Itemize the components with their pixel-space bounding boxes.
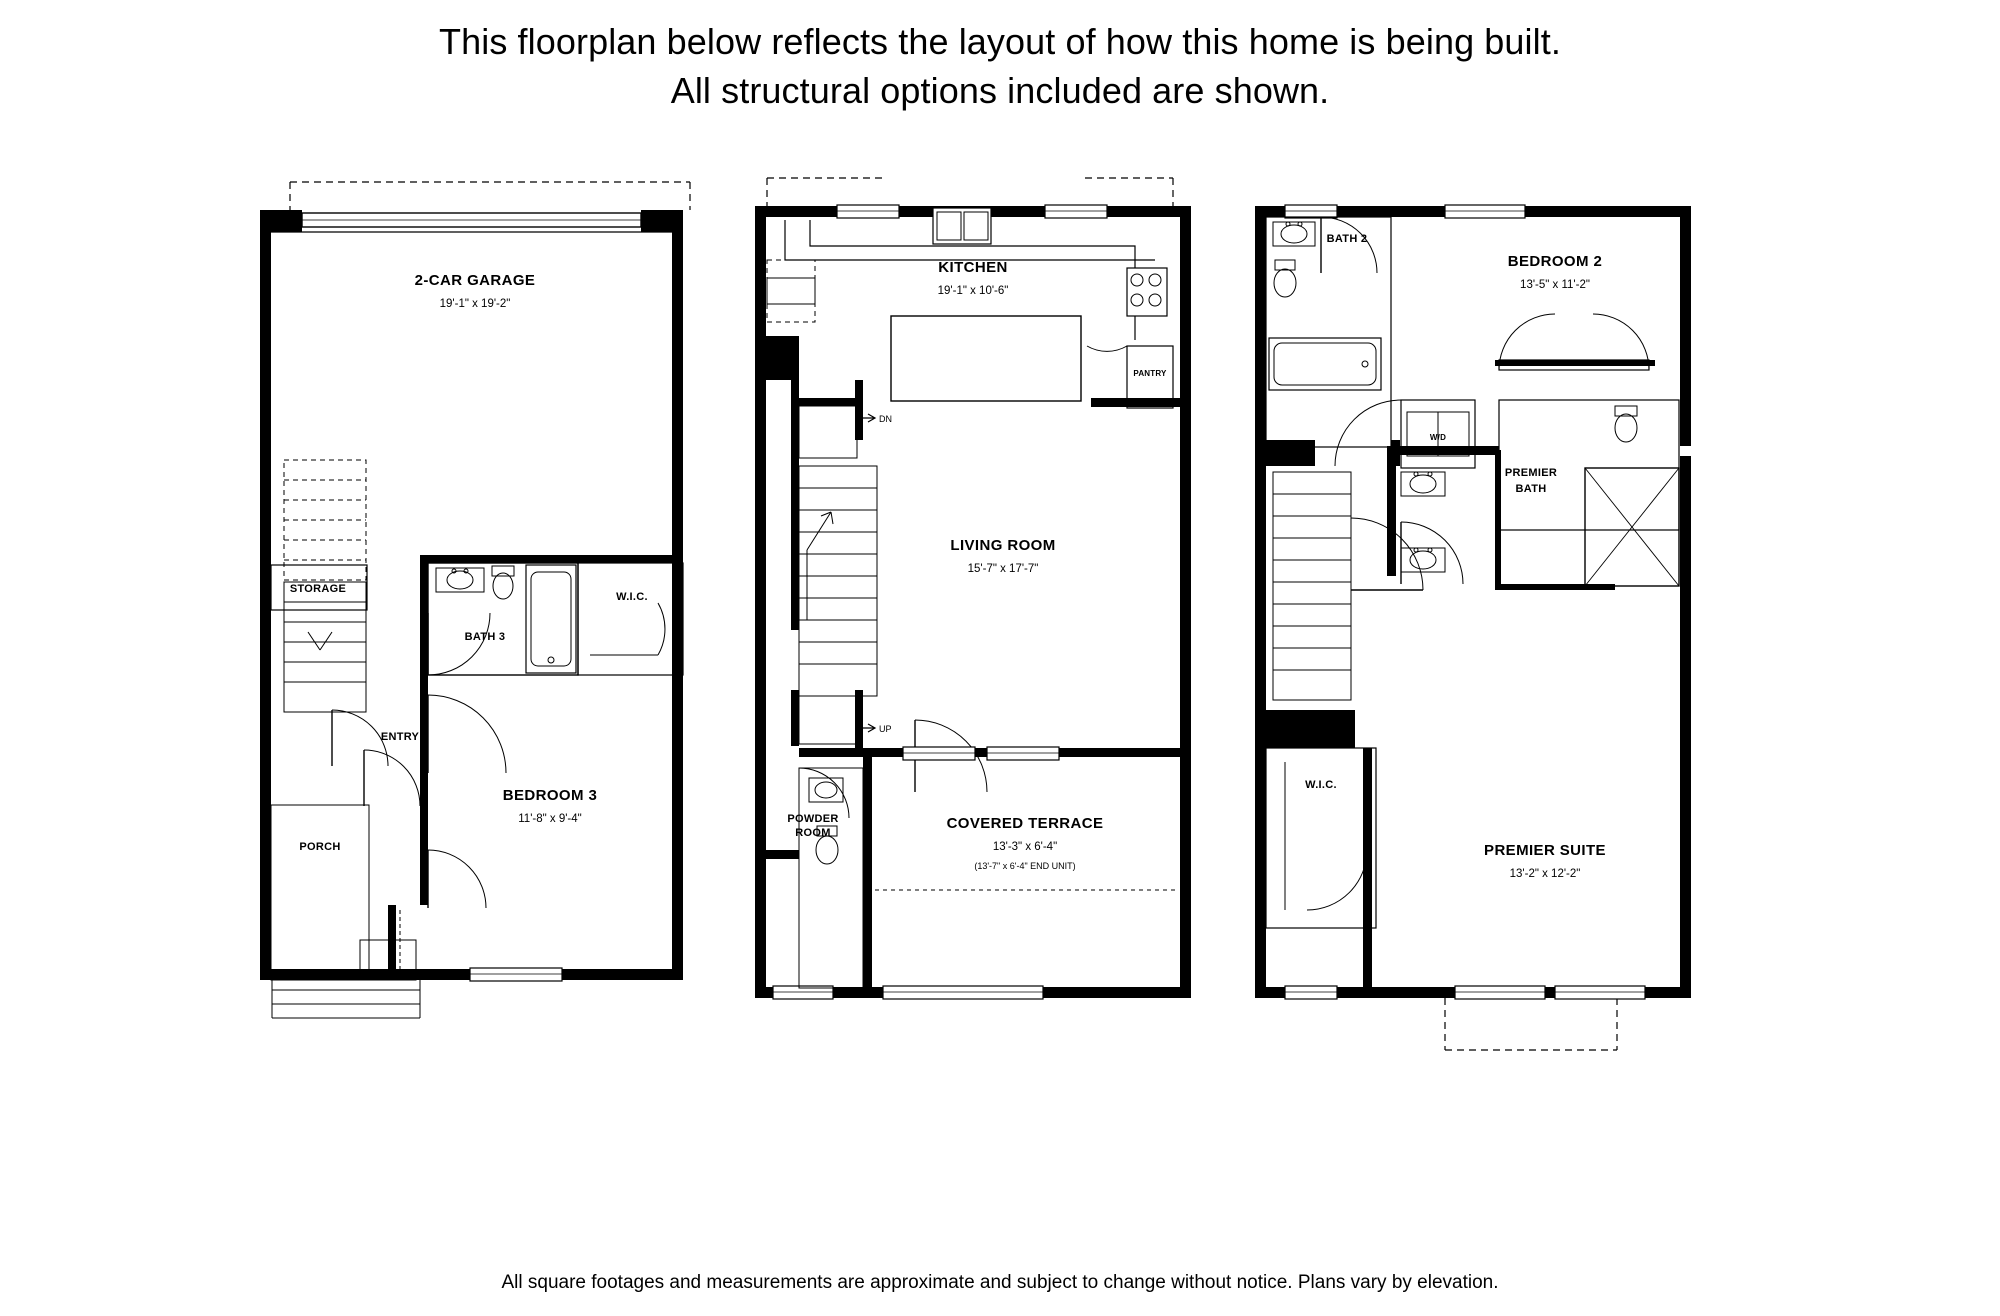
room-label-terrace: COVERED TERRACE <box>946 815 1104 832</box>
room-dims-garage: 19'-1" x 19'-2" <box>439 298 511 310</box>
room-dims-living: 15'-7" x 17'-7" <box>967 563 1039 575</box>
room-dims-kitchen: 19'-1" x 10'-6" <box>937 285 1009 297</box>
room-dims-bedroom3: 11'-8" x 9'-4" <box>518 813 582 825</box>
room-label-wic-1: W.I.C. <box>616 591 648 603</box>
room-dims-premier-suite: 13'-2" x 12'-2" <box>1509 868 1581 880</box>
room-note-terrace: (13'-7" x 6'-4" END UNIT) <box>974 861 1076 871</box>
floorplan-level-2 <box>755 150 1215 1150</box>
room-label-premier-bath-2: BATH <box>1515 483 1547 495</box>
floorplan-level-1 <box>260 150 730 1150</box>
room-dims-terrace: 13'-3" x 6'-4" <box>992 841 1058 853</box>
room-label-pantry: PANTRY <box>1133 369 1167 378</box>
title-line-2: All structural options included are shown. <box>670 69 1330 111</box>
room-label-premier-suite: PREMIER SUITE <box>1484 842 1606 859</box>
room-label-bedroom3: BEDROOM 3 <box>502 787 598 804</box>
room-label-bath3: BATH 3 <box>464 631 506 643</box>
floorplan-level-3 <box>1255 150 1715 1150</box>
room-label-powder-1: POWDER <box>787 813 839 825</box>
room-label-storage: STORAGE <box>289 583 347 595</box>
room-label-wic-3: W.I.C. <box>1305 779 1337 791</box>
room-label-kitchen: KITCHEN <box>938 259 1008 276</box>
room-label-bedroom2: BEDROOM 2 <box>1507 253 1603 270</box>
stair-label-dn: DN <box>879 414 892 424</box>
room-dims-bedroom2: 13'-5" x 11'-2" <box>1520 279 1590 291</box>
disclaimer-text: All square footages and measurements are approximate and subject to change without notice. Plans vary by elevation. <box>501 1272 1499 1293</box>
room-label-entry: ENTRY <box>380 731 420 743</box>
room-label-premier-bath-1: PREMIER <box>1504 467 1558 479</box>
room-label-wd: W/D <box>1429 433 1447 442</box>
room-label-garage: 2-CAR GARAGE <box>414 272 536 289</box>
stair-label-up: UP <box>879 724 892 734</box>
room-label-porch: PORCH <box>299 841 341 853</box>
title-line-1: This floorplan below reflects the layout of how this home is being built. <box>439 21 1561 62</box>
room-label-powder-2: ROOM <box>795 827 831 839</box>
floorplan-diagram <box>0 150 2000 1150</box>
room-label-bath2: BATH 2 <box>1326 233 1368 245</box>
page-title <box>0 18 2000 115</box>
room-label-living: LIVING ROOM <box>950 537 1056 554</box>
